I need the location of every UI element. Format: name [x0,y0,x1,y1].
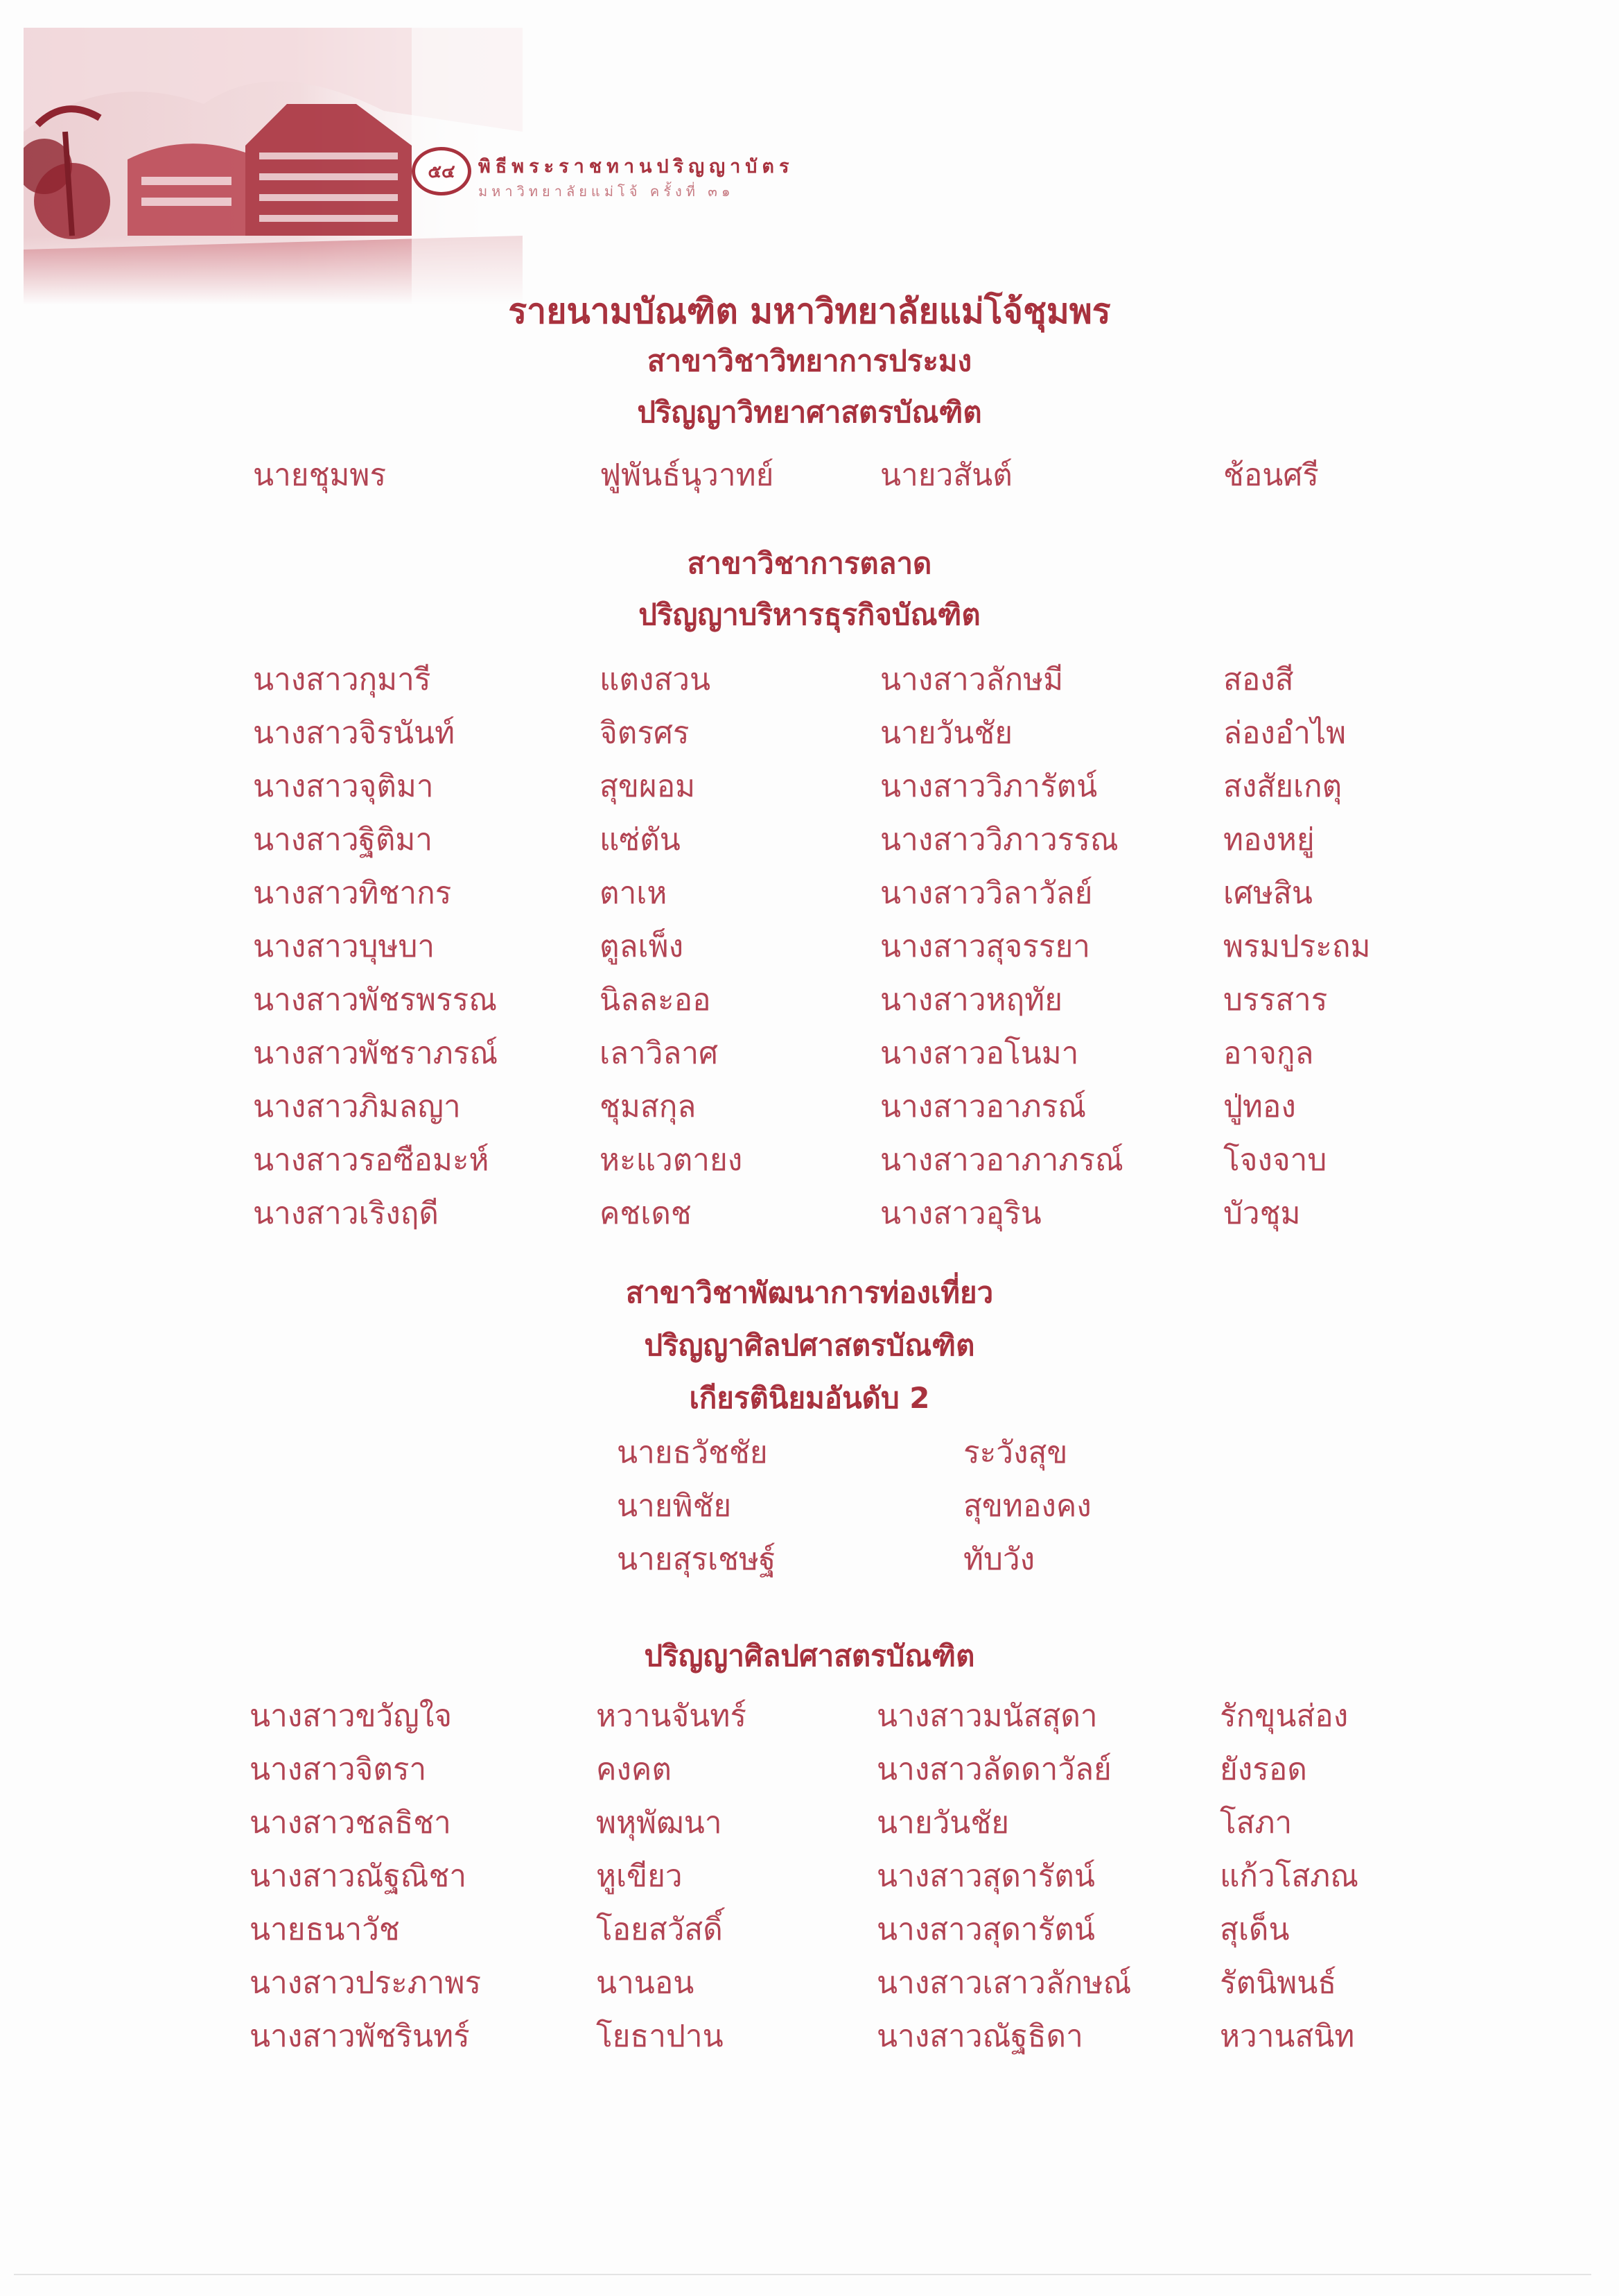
graduate-last-name: หูเขียว [596,1859,683,1894]
graduate-last-name: ตาเห [600,876,667,911]
graduate-first-name: นายพิชัย [617,1488,732,1524]
graduate-last-name: โจงจาบ [1223,1142,1327,1178]
graduate-last-name: ช้อนศรี [1223,458,1319,493]
graduate-first-name: นางสาวจิตรา [250,1752,427,1787]
section-major: สาขาวิชาวิทยาการประมง [647,344,972,378]
graduate-last-name: คงคต [596,1752,672,1787]
graduate-last-name: สงสัยเกตุ [1223,769,1342,804]
graduate-last-name: ล่องอำไพ [1223,715,1347,751]
graduate-first-name: นายวันชัย [877,1805,1009,1841]
graduate-first-name: นางสาวฐิติมา [253,822,433,858]
graduate-last-name: โยธาปาน [596,2019,724,2054]
graduate-last-name: ปู่ทอง [1223,1089,1296,1124]
graduate-last-name: นานอน [596,1965,694,2001]
section-degree: ปริญญาวิทยาศาสตรบัณฑิต [637,395,982,429]
graduate-last-name: แตงสวน [600,662,711,697]
graduate-first-name: นางสาวสุดารัตน์ [877,1859,1095,1894]
page-number-badge: ๕๔ [412,147,471,195]
graduate-first-name: นางสาวประภาพร [250,1965,482,2001]
graduate-first-name: นางสาวชลธิชา [250,1805,451,1841]
graduate-last-name: สองสี [1223,662,1294,697]
graduate-last-name: จิตรศร [600,715,690,751]
section-major: สาขาวิชาพัฒนาการท่องเที่ยว [625,1276,994,1310]
graduate-last-name: ทองหยู่ [1223,822,1315,858]
graduate-last-name: ชุมสกุล [600,1089,697,1124]
graduate-first-name: นางสาวสุจรรยา [880,929,1090,964]
graduate-first-name: นางสาวลักษมี [880,662,1064,697]
graduate-first-name: นางสาวพัชรินทร์ [250,2019,470,2054]
graduate-last-name: แก้วโสภณ [1220,1859,1359,1894]
graduate-first-name: นางสาวณัฐณิชา [250,1859,467,1894]
graduate-first-name: นางสาวกุมารี [253,662,431,697]
graduate-first-name: นางสาวเริงฤดี [253,1196,439,1231]
graduate-last-name: บรรสาร [1223,982,1328,1018]
graduate-first-name: นางสาวณัฐธิดา [877,2019,1083,2054]
graduate-first-name: นางสาวบุษบา [253,929,435,964]
graduate-first-name: นายวสันต์ [880,458,1013,493]
graduate-last-name: สุขทองคง [963,1488,1092,1524]
graduate-last-name: ระวังสุข [963,1435,1068,1470]
graduate-first-name: นายสุรเชษฐ์ [617,1542,776,1577]
graduate-last-name: รักขุนส่อง [1220,1698,1349,1734]
graduate-first-name: นายธวัชชัย [617,1435,768,1470]
graduate-last-name: พหุพัฒนา [596,1805,722,1841]
graduate-last-name: สุขผอม [600,769,696,804]
graduate-last-name: บัวชุม [1223,1196,1301,1231]
graduate-last-name: คชเดช [600,1196,692,1231]
graduate-first-name: นางสาววิภาวรรณ [880,822,1119,858]
graduate-first-name: นางสาวจิรนันท์ [253,715,455,751]
graduate-first-name: นางสาวอาภาภรณ์ [880,1142,1123,1178]
graduate-first-name: นายชุมพร [253,458,387,493]
graduate-last-name: นิลละออ [600,982,711,1018]
graduate-first-name: นางสาววิลาวัลย์ [880,876,1093,911]
graduate-first-name: นางสาวภิมลญา [253,1089,461,1124]
graduate-first-name: นางสาวอาภรณ์ [880,1089,1087,1124]
graduate-last-name: โอยสวัสดิ์ [596,1912,723,1947]
graduate-first-name: นางสาวอโนมา [880,1036,1079,1071]
graduate-first-name: นางสาวขวัญใจ [250,1698,453,1734]
graduate-first-name: นางสาวทิชากร [253,876,452,911]
graduate-last-name: หวานสนิท [1220,2019,1355,2054]
section-degree: ปริญญาบริหารธุรกิจบัณฑิต [638,598,981,632]
graduate-last-name: โสภา [1220,1805,1293,1841]
graduate-first-name: นางสาวรอซือมะห์ [253,1142,489,1178]
page-bottom-rule [14,2274,1591,2275]
graduate-first-name: นางสาววิภารัตน์ [880,769,1098,804]
document-title: รายนามบัณฑิต มหาวิทยาลัยแม่โจ้ชุมพร [508,291,1111,331]
graduate-first-name: นางสาวหฤทัย [880,982,1062,1018]
graduate-last-name: หวานจันทร์ [596,1698,746,1734]
graduate-last-name: ยังรอด [1220,1752,1307,1787]
graduate-last-name: เศษสิน [1223,876,1313,911]
graduate-first-name: นางสาวลัดดาวัลย์ [877,1752,1112,1787]
graduate-first-name: นายธนาวัช [250,1912,400,1947]
graduate-first-name: นางสาวอุริน [880,1196,1042,1231]
graduate-last-name: เลาวิลาศ [600,1036,719,1071]
graduate-first-name: นางสาวพัชรพรรณ [253,982,498,1018]
graduate-last-name: ทับวัง [963,1542,1035,1577]
section-honor: เกียรตินิยมอันดับ 2 [689,1381,930,1415]
graduate-first-name: นางสาวมนัสสุดา [877,1698,1098,1734]
graduate-last-name: อาจกูล [1223,1036,1314,1071]
section-major: สาขาวิชาการตลาด [687,546,932,580]
graduate-last-name: ฟูพันธ์นุวาทย์ [600,458,774,493]
section-degree: ปริญญาศิลปศาสตรบัณฑิต [644,1639,975,1673]
graduate-first-name: นางสาวสุดารัตน์ [877,1912,1095,1947]
graduate-last-name: แซ่ตัน [600,822,681,858]
graduate-last-name: สุเด็น [1220,1912,1290,1947]
graduate-first-name: นางสาวพัชราภรณ์ [253,1036,498,1071]
graduate-last-name: พรมประถม [1223,929,1371,964]
graduate-first-name: นางสาวเสาวลักษณ์ [877,1965,1132,2001]
graduate-last-name: ตูลเพ็ง [600,929,684,964]
graduate-first-name: นายวันชัย [880,715,1013,751]
graduate-last-name: รัตนิพนธ์ [1220,1965,1337,2001]
graduate-last-name: หะแวตายง [600,1142,743,1178]
ceremony-title: พิธีพระราชทานปริญญาบัตร [478,156,794,177]
ceremony-subtitle: มหาวิทยาลัยแม่โจ้ ครั้งที่ ๓๑ [478,183,735,200]
graduate-first-name: นางสาวจุติมา [253,769,434,804]
section-degree: ปริญญาศิลปศาสตรบัณฑิต [644,1328,975,1362]
